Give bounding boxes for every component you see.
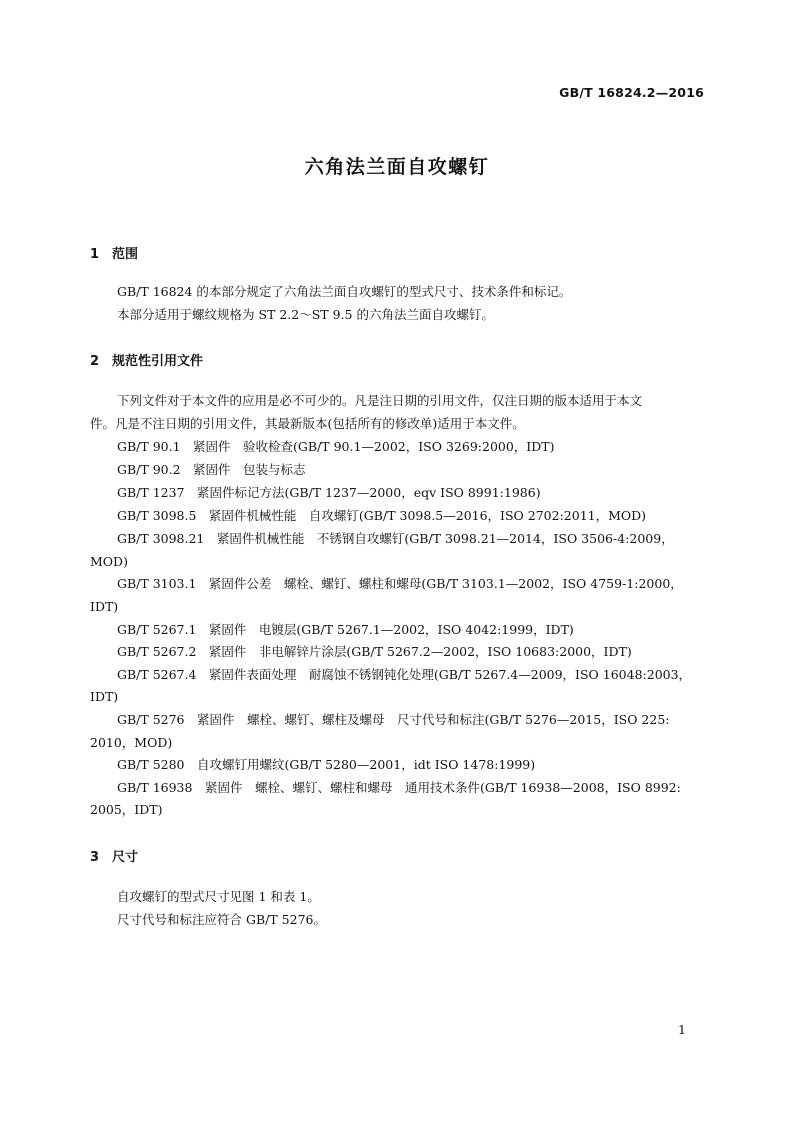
section-title: 尺寸 [112,850,139,865]
reference-item: GB/T 90.2 紧固件 包装与标志 [117,462,306,477]
section-number: 2 [90,354,100,369]
section-number: 3 [90,850,100,865]
section-1-heading [90,243,138,262]
reference-item: GB/T 5280 自攻螺钉用螺纹(GB/T 5280—2001，idt ISO 1478:1999) [117,757,536,772]
reference-item: GB/T 5276 紧固件 螺栓、螺钉、螺柱及螺母 尺寸代号和标注(GB/T 5276—2015，ISO 225: [117,712,670,727]
document-title: 六角法兰面自攻螺钉 [304,156,490,178]
section-title: 规范性引用文件 [112,354,204,369]
reference-item-continued: IDT) [90,689,119,704]
paragraph: 自攻螺钉的型式尺寸见图 1 和表 1。 [117,889,320,904]
reference-item: GB/T 1237 紧固件标记方法(GB/T 1237—2000，eqv ISO 8991:1986) [117,485,541,500]
section-3-heading [90,846,138,865]
reference-item: GB/T 90.1 紧固件 验收检查(GB/T 90.1—2002，ISO 3269:2000，IDT) [117,439,555,454]
page-number: 1 [678,1022,686,1037]
reference-item: GB/T 16938 紧固件 螺栓、螺钉、螺柱和螺母 通用技术条件(GB/T 16938—2008，ISO 8992: [117,780,681,795]
reference-item: GB/T 5267.4 紧固件表面处理 耐腐蚀不锈钢钝化处理(GB/T 5267.4—2009，ISO 16048:2003， [117,667,692,682]
reference-item-continued: 2010，MOD) [90,735,173,750]
section-title: 范围 [112,247,139,262]
reference-item-continued: MOD) [90,554,128,569]
paragraph: 尺寸代号和标注应符合 GB/T 5276。 [117,912,326,927]
reference-item: GB/T 5267.2 紧固件 非电解锌片涂层(GB/T 5267.2—2002，ISO 10683:2000，IDT) [117,644,632,659]
section-number: 1 [90,247,100,262]
paragraph: 下列文件对于本文件的应用是必不可少的。凡是注日期的引用文件，仅注日期的版本适用于本文 [117,393,643,408]
reference-item-continued: IDT) [90,599,119,614]
standard-code: GB/T 16824.2—2016 [559,85,704,100]
reference-item: GB/T 3103.1 紧固件公差 螺栓、螺钉、螺柱和螺母(GB/T 3103.1—2002，ISO 4759-1:2000， [117,576,683,591]
reference-item: GB/T 3098.5 紧固件机械性能 自攻螺钉(GB/T 3098.5—2016，ISO 2702:2011，MOD) [117,508,647,523]
reference-item: GB/T 5267.1 紧固件 电镀层(GB/T 5267.1—2002，ISO 4042:1999，IDT) [117,622,574,637]
reference-item: GB/T 3098.21 紧固件机械性能 不锈钢自攻螺钉(GB/T 3098.21—2014，ISO 3506-4:2009， [117,531,674,546]
reference-item-continued: 2005，IDT) [90,802,163,817]
paragraph: GB/T 16824 的本部分规定了六角法兰面自攻螺钉的型式尺寸、技术条件和标记。 [117,284,572,299]
paragraph: 件。凡是不注日期的引用文件，其最新版本(包括所有的修改单)适用于本文件。 [90,416,525,431]
paragraph: 本部分适用于螺纹规格为 ST 2.2～ST 9.5 的六角法兰面自攻螺钉。 [117,307,494,322]
section-2-heading [90,350,203,369]
